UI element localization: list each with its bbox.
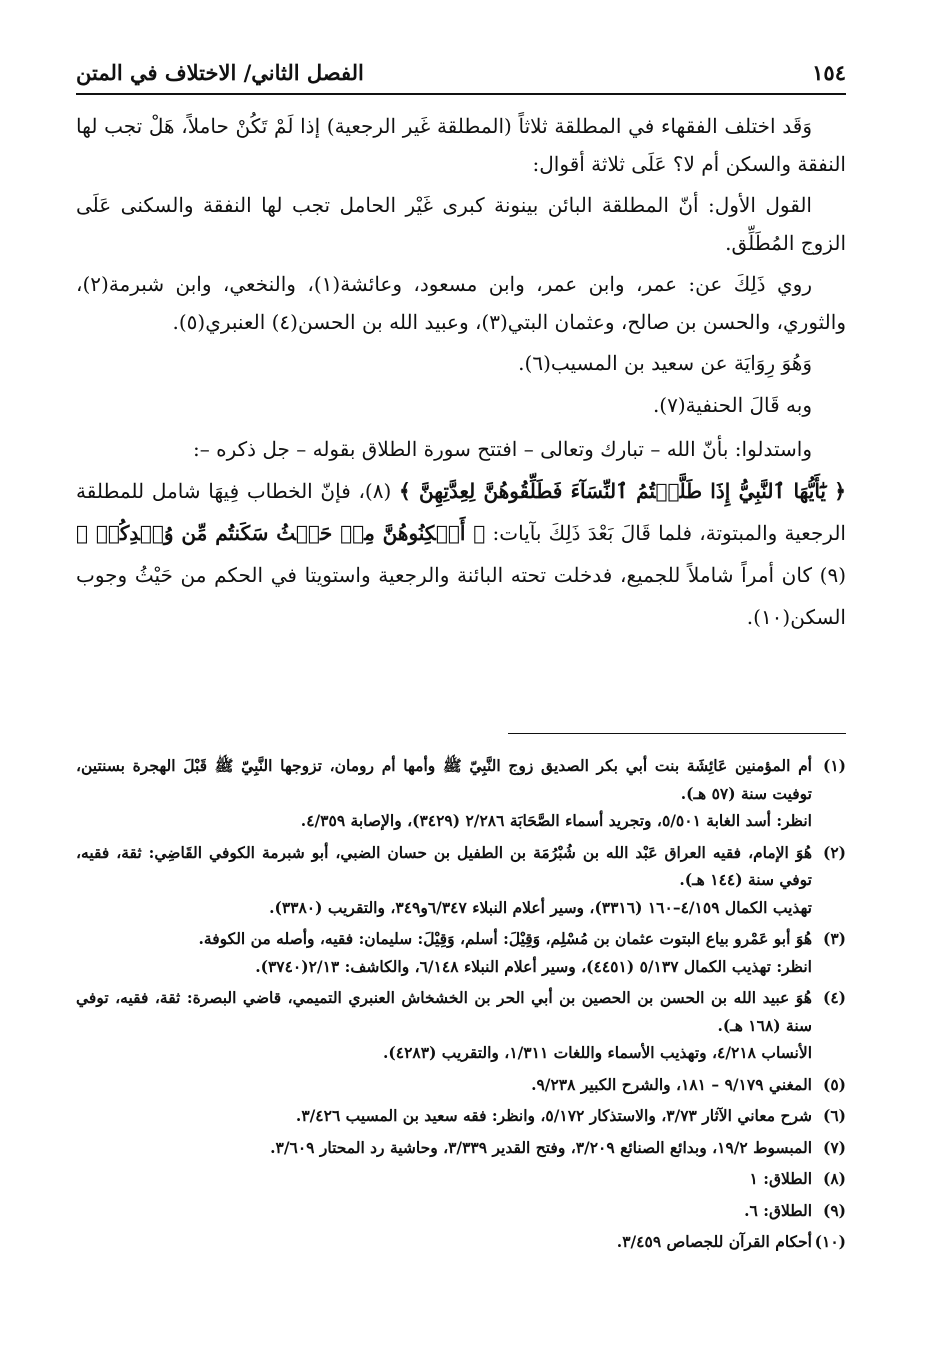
footnote-reference: تهذيب الكمال ٤/١٥٩–١٦٠ (٣٣١٦)، وسير أعلام النبلاء ٦/٣٤٧و٣٤٩، والتقريب (٣٣٨٠). [269,897,812,917]
page-header [76,52,846,92]
footnote-item [76,1102,846,1130]
footnote-line [76,1197,846,1225]
footnote-text: المبسوط ١٩/٢، وبدائع الصنائع ٣/٢٠٩، وفتح القدير ٣/٣٣٩، وحاشية رد المحتار ٣/٦٠٩. [270,1137,812,1157]
footnote-number: (٤) [822,988,846,1007]
footnote-line [76,1102,846,1130]
paragraph-said-ibn-musayyib: وَهُوَ رِوَايَة عن سعيد بن المسيب(٦). [518,351,812,375]
evidence-end: (٩) كان أمراً شاملاً للجميع، فدخلت تحته البائنة والرجعية واستويتا في الحكم من حَيْثُ وجوب السكن(١٠). [76,563,846,629]
paragraph-first-opinion: القول الأول: أنّ المطلقة البائن بينونة كبرى غَيْر الحامل تجب لها النفقة والسكنى عَلَى الزوج المُطَلِّق. [76,193,846,255]
footnote-line [76,1228,846,1256]
evidence-middle: (٨)، فإنّ الخطاب فِيهَا شامل للمطلقة الرجعية والمبتوتة، فلما قَالَ بَعْدَ ذَلِكَ بآيات: [76,479,846,545]
footnote-number: (١٠) [814,1232,846,1251]
footnote-reference: الأنساب ٤/٢١٨، وتهذيب الأسماء واللغات ١/٣١١، والتقريب (٤٢٨٣). [383,1043,812,1062]
footnote-text: هُوَ عبيد الله بن الحسن بن الحصين بن أبي الحر بن الخشخاش العنبري التميمي، قاضي البصرة: ثقة، فقيه، توفي سنة (١٦٨ هـ). [76,988,812,1035]
footnote-number: (٨) [822,1169,846,1188]
footnote-text: شرح معاني الآثار ٣/٧٣، والاستذكار ٥/١٧٢، وانظر: فقه سعيد بن المسيب ٣/٤٢٦. [295,1106,812,1125]
footnote-text: هُوَ أبو عَمْرو بياع البتوت عثمان بن مُسْلِم، وَقِيْلَ: أسلم، وَقِيْلَ: سليمان: فقيه، وأصله من الكوفة. [198,929,812,948]
footnote-number: (٥) [822,1074,846,1094]
footnote-reference: انظر: تهذيب الكمال ٥/١٣٧ (٤٤٥١)، وسير أعلام النبلاء ٦/١٤٨، والكاشف: ٢/١٣(٣٧٤٠). [255,956,812,976]
evidence-intro: واستدلوا: بأنّ الله – تبارك وتعالى – افتتح سورة الطلاق بقوله – جل ذكره –: [193,437,812,461]
footnote-line [76,839,846,894]
footnote-item [76,752,846,835]
footnote-item [76,1134,846,1162]
main-text [76,108,846,642]
footnote-line [76,984,846,1039]
paragraph-hanafiyya: وبه قَالَ الحنفية(٧). [652,392,812,417]
footnote-line [76,925,846,953]
footnote-number: (٧) [822,1137,846,1157]
footnote-item [76,1071,846,1099]
footnote-text: المغني ٩/١٧٩ – ١٨١، والشرح الكبير ٩/٢٣٨. [531,1074,812,1094]
quran-verse-talaq-6: ﴿ أَسۡكِنُوهُنَّ مِنۡ حَيۡثُ سَكَنتُم مِّن وُجۡدِكُمۡ ﴾ [76,521,486,545]
footnote-number: (٦) [822,1106,846,1125]
footnote-reference: انظر: أسد الغابة ٥/٥٠١، وتجريد أسماء الصَّحَابَة ٢/٢٨٦ (٣٤٢٩)، والإصابة ٤/٣٥٩. [300,811,812,830]
page-number: ١٥٤ [812,59,846,85]
footnote-item [76,1228,846,1256]
footnote-item [76,1197,846,1225]
footnote-separator [508,733,846,734]
footnote-line [76,1165,846,1193]
footnote-text: الطلاق: ٦. [744,1200,812,1220]
quran-verse-talaq-1: ﴿ يَٰٓأَيُّهَا ٱلنَّبِيُّ إِذَا طَلَّقۡتُمُ ٱلنِّسَآءَ فَطَلِّقُوهُنَّ لِعِدَّتِهِنَّ ﴾ [398,479,846,503]
footnote-number: (٣) [822,929,846,948]
paragraph-narrators: روي ذَلِكَ عن: عمر، وابن عمر، وابن مسعود، وعائشة(١)، والنخعي، وابن شبرمة(٢)، والثوري، والحسن بن صالح، وعثمان البتي(٣)، وعبيد الله بن الحسن(٤) العنبري(٥). [76,272,846,334]
footnote-line [76,1071,846,1099]
footnote-line [76,1134,846,1162]
footnote-item [76,1165,846,1193]
footnote-item [76,925,846,980]
footnote-number: (٩) [822,1200,846,1220]
paragraph-evidence [76,428,846,638]
footnote-text: أحكام القرآن للجصاص ٣/٤٥٩. [616,1232,812,1251]
footnote-item [76,839,846,922]
footnote-text: هُوَ الإمام، فقيه العراق عَبْد الله بن شُبْرُمَة بن الطفيل بن حسان الضبي، أبو شبرمة الكوفي القَاضِي: ثقة، فقيه، توفي سنة (١٤٤ هـ). [76,842,812,889]
footnote-text: أم المؤمنين عَائِشَة بنت أبي بكر الصديق زوج النَّبِيّ ﷺ وأمها أم رومان، تزوجها النَّبِيّ ﷺ قَبْلَ الهجرة بسنتين، توفيت سنة (٥٧ هـ). [76,756,812,803]
footnote-text: الطلاق: ١ [749,1169,812,1188]
footnote-line [76,752,846,807]
footnotes [76,752,846,1260]
footnote-number: (٢) [822,842,846,862]
header-rule [76,93,846,95]
chapter-title: الفصل الثاني/ الاختلاف في المتن [76,59,364,85]
paragraph-intro: وَقَد اختلف الفقهاء في المطلقة ثلاثاً (المطلقة غَير الرجعية) إذا لَمْ تَكُنْ حاملاً، هَلْ تجب لها النفقة والسكن أم لا؟ عَلَى ثلاثة أقوال: [76,114,846,176]
footnote-item [76,984,846,1067]
footnote-number: (١) [822,756,846,775]
